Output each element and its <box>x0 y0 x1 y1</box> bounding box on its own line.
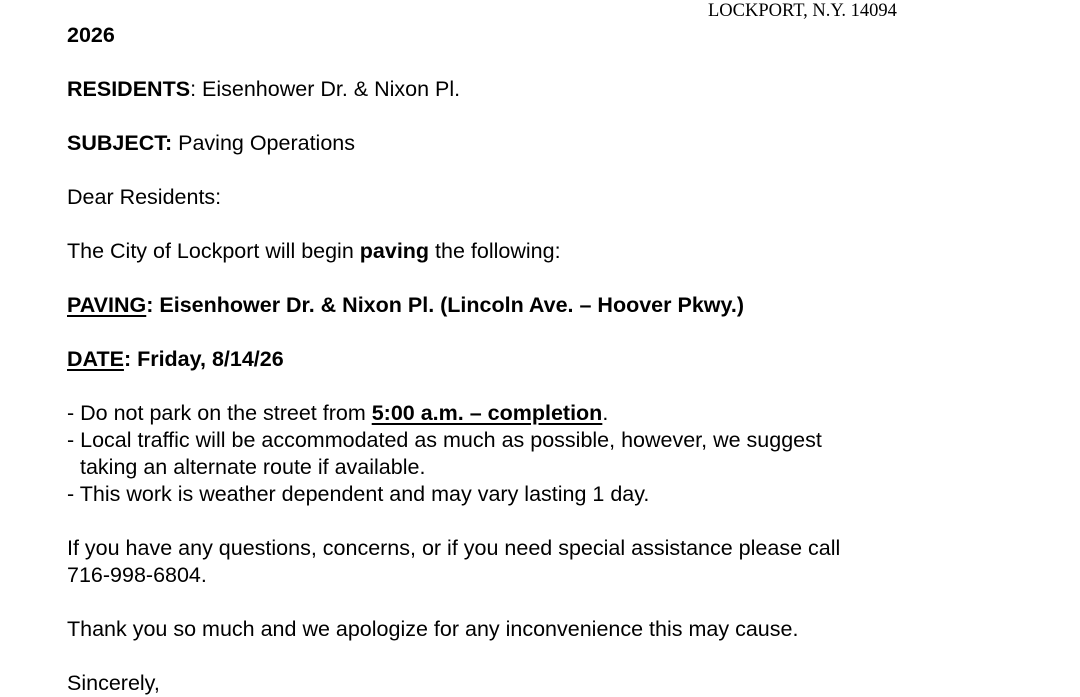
signoff-partial: Sincerely, <box>67 671 160 695</box>
salutation: Dear Residents: <box>67 185 222 209</box>
parking-time: 5:00 a.m. – completion <box>371 401 603 425</box>
intro-paragraph <box>67 238 561 265</box>
letterhead-address: LOCKPORT, N.Y. 14094 <box>708 1 897 21</box>
subject-label: SUBJECT: <box>67 131 173 155</box>
date-value: : Friday, 8/14/26 <box>123 347 284 371</box>
subject-line <box>67 130 355 157</box>
questions-phone: 716-998-6804. <box>67 563 207 587</box>
letter-year: 2026 <box>67 23 115 47</box>
bullet-weather: - This work is weather dependent and may vary lasting 1 day. <box>67 482 650 506</box>
intro-after: the following: <box>429 239 561 263</box>
date-line <box>67 346 284 373</box>
paving-value: : Eisenhower Dr. & Nixon Pl. (Lincoln Ave. – Hoover Pkwy.) <box>146 293 744 317</box>
parking-after: . <box>602 401 609 425</box>
bullet-parking <box>67 400 608 427</box>
parking-before: - Do not park on the street from <box>67 401 372 425</box>
bullet-traffic-line1: - Local traffic will be accommodated as much as possible, however, we suggest <box>67 428 822 452</box>
subject-value: Paving Operations <box>172 131 355 155</box>
paving-line <box>67 292 744 319</box>
date-label: DATE <box>67 347 124 371</box>
residents-line <box>67 76 460 103</box>
bullet-traffic-line2: taking an alternate route if available. <box>80 455 426 479</box>
residents-value: : Eisenhower Dr. & Nixon Pl. <box>190 77 461 101</box>
closing-paragraph: Thank you so much and we apologize for any inconvenience this may cause. <box>67 617 799 641</box>
intro-before: The City of Lockport will begin <box>67 239 360 263</box>
paving-label: PAVING <box>67 293 147 317</box>
residents-label: RESIDENTS <box>67 77 191 101</box>
questions-line1: If you have any questions, concerns, or if you need special assistance please call <box>67 536 841 560</box>
intro-emphasis: paving <box>359 239 430 263</box>
